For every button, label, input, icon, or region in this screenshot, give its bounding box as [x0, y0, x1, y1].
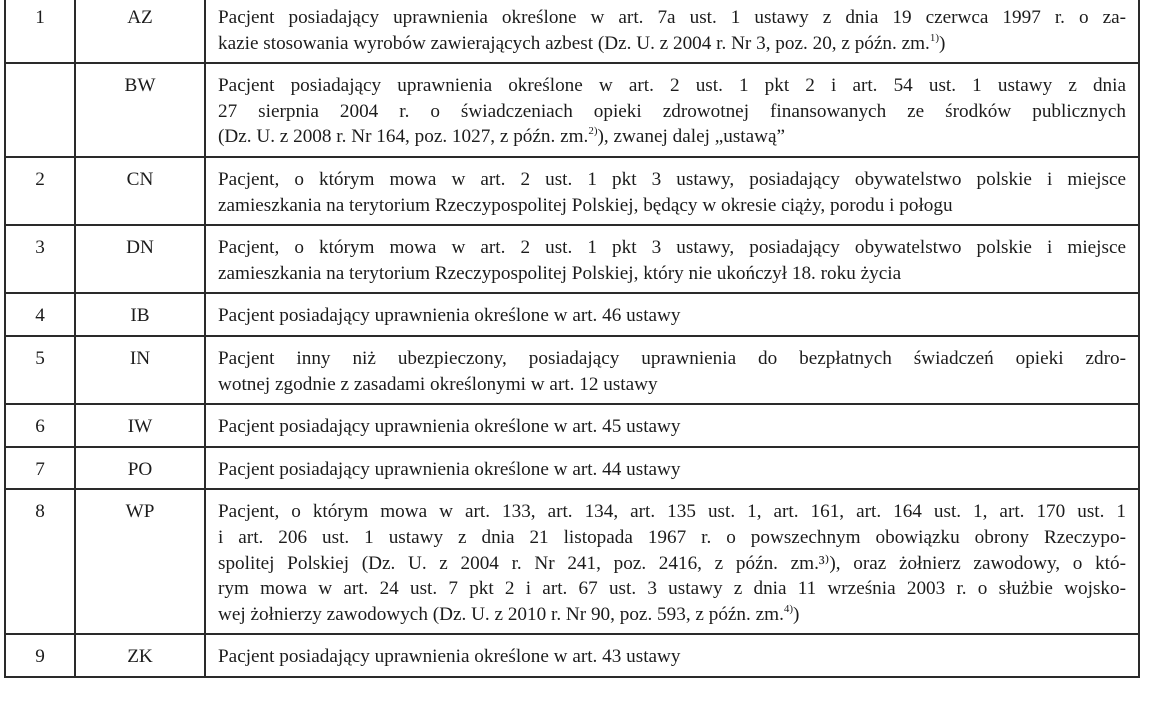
entitlement-code: PO: [75, 447, 205, 490]
description-line: zamieszkania na terytorium Rzeczypospolitej Polskiej, który nie ukończył 18. roku życia: [218, 262, 902, 284]
entitlement-description: [205, 225, 1139, 293]
description-line: spolitej Polskiej (Dz. U. z 2004 r. Nr 241, poz. 2416, z późn. zm.³⁾), oraz żołnierz zawodowy, o któ-: [218, 552, 1126, 574]
table-row: [5, 0, 1139, 63]
description-line: Pacjent inny niż ubezpieczony, posiadający uprawnienia do bezpłatnych świadczeń opieki zdro-: [218, 347, 1126, 369]
document-page: [4, 0, 1140, 678]
description-line: zamieszkania na terytorium Rzeczypospolitej Polskiej, będący w okresie ciąży, porodu i połogu: [218, 194, 953, 216]
row-number: 2: [5, 157, 75, 225]
table-row: [5, 447, 1139, 490]
row-number: 3: [5, 225, 75, 293]
row-number: 8: [5, 489, 75, 634]
entitlement-description: [205, 293, 1139, 336]
table-row: [5, 489, 1139, 634]
entitlement-code: DN: [75, 225, 205, 293]
description-line: [218, 602, 1126, 628]
description-line: Pacjent, o którym mowa w art. 2 ust. 1 pkt 3 ustawy, posiadający obywatelstwo polskie i miejsce: [218, 168, 1126, 190]
entitlement-description: [205, 336, 1139, 404]
table-row: [5, 634, 1139, 677]
entitlement-code: IN: [75, 336, 205, 404]
entitlement-description: [205, 0, 1139, 63]
footnote-marker: 4): [783, 602, 794, 615]
table-row: [5, 157, 1139, 225]
description-line: 27 sierpnia 2004 r. o świadczeniach opieki zdrowotnej finansowanych ze środków publicznych: [218, 100, 1126, 122]
description-line: Pacjent posiadający uprawnienia określone w art. 7a ust. 1 ustawy z dnia 19 czerwca 1997 r. o za-: [218, 7, 1126, 28]
entitlement-code: ZK: [75, 634, 205, 677]
description-line: [218, 31, 1126, 57]
description-text: ): [793, 603, 800, 625]
row-number: 1: [5, 0, 75, 63]
entitlement-codes-table: [4, 0, 1140, 678]
entitlement-code: BW: [75, 63, 205, 157]
table-row: [5, 336, 1139, 404]
row-number: 9: [5, 634, 75, 677]
entitlement-code: WP: [75, 489, 205, 634]
description-line: Pacjent posiadający uprawnienia określone w art. 44 ustawy: [218, 458, 681, 480]
description-text: kazie stosowania wyrobów zawierających azbest (Dz. U. z 2004 r. Nr 3, poz. 20, z późn. zm.: [218, 32, 930, 54]
description-line: i art. 206 ust. 1 ustawy z dnia 21 listopada 1967 r. o powszechnym obowiązku obrony Rzeczypo-: [218, 526, 1126, 548]
row-number: 6: [5, 404, 75, 447]
entitlement-code: AZ: [75, 0, 205, 63]
entitlement-code: CN: [75, 157, 205, 225]
row-number: 7: [5, 447, 75, 490]
table-row: [5, 404, 1139, 447]
row-number: [5, 63, 75, 157]
row-number: 4: [5, 293, 75, 336]
row-number: 5: [5, 336, 75, 404]
entitlement-description: [205, 634, 1139, 677]
description-line: Pacjent posiadający uprawnienia określone w art. 46 ustawy: [218, 305, 681, 327]
table-body: [5, 0, 1139, 677]
description-line: Pacjent posiadający uprawnienia określone w art. 45 ustawy: [218, 416, 681, 438]
entitlement-description: [205, 489, 1139, 634]
description-line: Pacjent, o którym mowa w art. 133, art. 134, art. 135 ust. 1, art. 161, art. 164 ust. 1, art. 170 ust. 1: [218, 501, 1126, 523]
table-row: [5, 293, 1139, 336]
description-line: [218, 124, 1126, 150]
description-line: wotnej zgodnie z zasadami określonymi w art. 12 ustawy: [218, 373, 658, 395]
entitlement-description: [205, 63, 1139, 157]
description-text: wej żołnierzy zawodowych (Dz. U. z 2010 r. Nr 90, poz. 593, z późn. zm.: [218, 603, 784, 625]
entitlement-code: IW: [75, 404, 205, 447]
footnote-marker: 1): [929, 31, 939, 44]
entitlement-description: [205, 404, 1139, 447]
description-text: (Dz. U. z 2008 r. Nr 164, poz. 1027, z późn. zm.: [218, 126, 589, 148]
description-line: Pacjent posiadający uprawnienia określone w art. 43 ustawy: [218, 646, 681, 668]
description-line: Pacjent, o którym mowa w art. 2 ust. 1 pkt 3 ustawy, posiadający obywatelstwo polskie i miejsce: [218, 237, 1126, 259]
table-row: [5, 225, 1139, 293]
table-row: [5, 63, 1139, 157]
entitlement-description: [205, 447, 1139, 490]
entitlement-code: IB: [75, 293, 205, 336]
entitlement-description: [205, 157, 1139, 225]
description-line: rym mowa w art. 24 ust. 7 pkt 2 i art. 67 ust. 3 ustawy z dnia 11 września 2003 r. o służbie wojsko-: [218, 578, 1126, 600]
description-text: ): [939, 32, 946, 54]
footnote-marker: 2): [588, 125, 598, 138]
description-text: ), zwanej dalej „ustawą”: [597, 126, 786, 148]
description-line: Pacjent posiadający uprawnienia określone w art. 2 ust. 1 pkt 2 i art. 54 ust. 1 ustawy z dnia: [218, 75, 1126, 97]
